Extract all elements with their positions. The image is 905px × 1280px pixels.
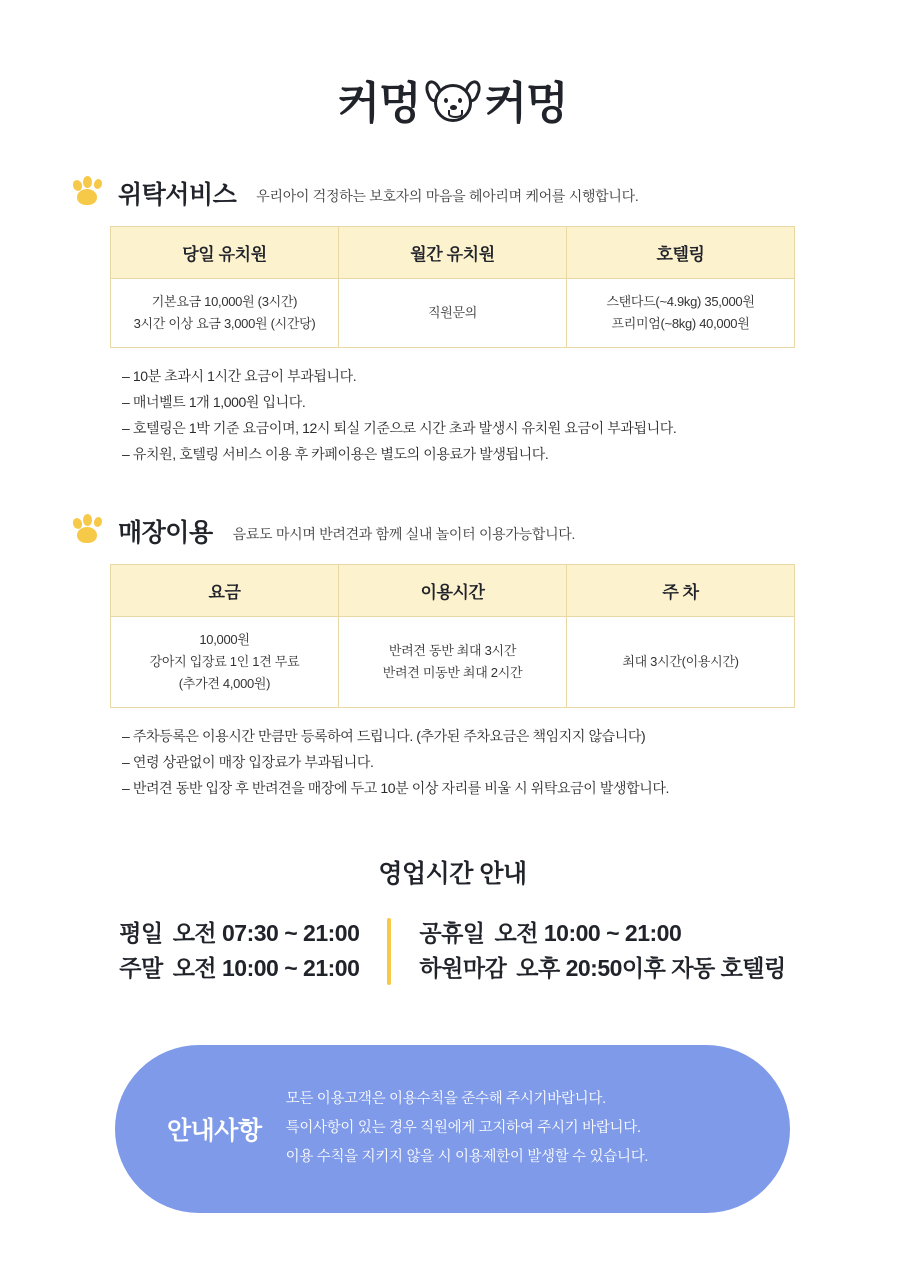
hours-value-weekend: 오전 10:00 ~ 21:00: [172, 955, 360, 982]
list-item: – 10분 초과시 1시간 요금이 부과됩니다.: [122, 368, 357, 385]
list-item: – 매너벨트 1개 1,000원 입니다.: [122, 394, 306, 411]
boarding-cell-daily: [111, 279, 339, 348]
logo-text-left: 커멍: [337, 79, 421, 128]
section-boarding-subtitle: 우리아이 걱정하는 보호자의 마음을 헤아리며 케어를 시행합니다.: [256, 188, 639, 204]
hours-label-holiday: 공휴일: [419, 919, 485, 946]
hours-label-checkout: 하원마감: [419, 955, 507, 982]
store-fee-line-3: (추가견 4,000원): [178, 675, 271, 691]
notice-line-3: 이용 수칙을 지키지 않을 시 이용제한이 발생할 수 있습니다.: [285, 1149, 649, 1166]
store-price-table: [110, 564, 795, 708]
store-time-line-2: 반려견 미동반 최대 2시간: [382, 664, 523, 680]
logo-header: [0, 0, 905, 130]
paw-icon: [72, 176, 106, 206]
boarding-price-table: [110, 226, 795, 348]
section-store-heading: [72, 514, 795, 546]
section-store: [0, 514, 905, 802]
list-item: – 유치원, 호텔링 서비스 이용 후 카페이용은 별도의 이용료가 발생됩니다.: [122, 445, 549, 462]
store-parking-line-1: 최대 3시간(이용시간): [622, 653, 739, 669]
hours-divider: [387, 918, 391, 985]
section-store-title: 매장이용: [118, 518, 213, 547]
section-boarding-heading: [72, 176, 795, 208]
notice-title: 안내사항: [167, 1116, 262, 1145]
paw-icon: [72, 514, 106, 544]
hours-row-weekday: [119, 916, 359, 952]
notice-line-1: 모든 이용고객은 이용수칙을 준수해 주시기바랍니다.: [285, 1091, 606, 1108]
store-cell-time: [339, 616, 567, 707]
boarding-daily-line-1: 기본요금 10,000원 (3시간): [151, 294, 298, 309]
list-item: – 주차등록은 이용시간 만큼만 등록하여 드립니다. (추가된 주차요금은 책임지지 않습니다): [122, 728, 646, 745]
section-store-subtitle: 음료도 마시며 반려견과 함께 실내 놀이터 이용가능합니다.: [232, 525, 576, 542]
notice-bubble: [115, 1045, 790, 1213]
hours-row-checkout: [419, 951, 785, 987]
notice-lines: [286, 1085, 649, 1172]
table-row: [111, 616, 795, 707]
store-header-parking: 주 차: [567, 564, 795, 616]
table-row: [111, 279, 795, 348]
boarding-notes: [122, 364, 795, 468]
hours-value-weekday: 오전 07:30 ~ 21:00: [172, 919, 360, 946]
boarding-daily-line-2: 3시간 이상 요금 3,000원 (시간당): [133, 316, 316, 332]
store-cell-parking: [567, 616, 795, 707]
boarding-header-monthly: 월간 유치원: [339, 227, 567, 279]
boarding-hotel-line-2: 프리미엄(~8kg) 40,000원: [611, 316, 750, 332]
store-cell-fee: [111, 616, 339, 707]
boarding-hotel-line-1: 스탠다드(~4.9kg) 35,000원: [606, 294, 755, 309]
hours-label-weekday: 평일: [119, 919, 163, 946]
store-header-time: 이용시간: [339, 564, 567, 616]
store-notes: [122, 724, 795, 802]
hours-column-left: [101, 916, 377, 987]
boarding-header-hotel: 호텔링: [567, 227, 795, 279]
boarding-header-daily: 당일 유치원: [111, 227, 339, 279]
brand-logo: [337, 78, 567, 130]
list-item: – 반려견 동반 입장 후 반려견을 매장에 두고 10분 이상 자리를 비울 시 위탁요금이 발생합니다.: [122, 779, 669, 796]
store-fee-line-2: 강아지 입장료 1인 1견 무료: [149, 653, 300, 669]
hours-title: 영업시간 안내: [378, 859, 527, 888]
table-header-row: [111, 564, 795, 616]
boarding-cell-hotel: [567, 279, 795, 348]
list-item: – 호텔링은 1박 기준 요금이며, 12시 퇴실 기준으로 시간 초과 발생시 유치원 요금이 부과됩니다.: [122, 419, 677, 436]
section-boarding: [0, 176, 905, 468]
store-header-fee: 요금: [111, 564, 339, 616]
boarding-monthly-line-1: 직원문의: [427, 305, 478, 321]
hours-row-holiday: [419, 916, 785, 952]
store-fee-line-1: 10,000원: [199, 631, 250, 647]
dog-face-icon: [427, 78, 479, 130]
boarding-cell-monthly: [339, 279, 567, 348]
hours-label-weekend: 주말: [119, 955, 163, 982]
section-boarding-title: 위탁서비스: [118, 181, 237, 209]
table-header-row: [111, 227, 795, 279]
list-item: – 연령 상관없이 매장 입장료가 부과됩니다.: [122, 753, 374, 770]
hours-row-weekend: [119, 951, 359, 987]
hours-column-right: [401, 916, 803, 987]
logo-text-right: 커멍: [484, 79, 568, 128]
store-time-line-1: 반려견 동반 최대 3시간: [388, 642, 517, 658]
hours-value-checkout: 오후 20:50이후 자동 호텔링: [516, 955, 786, 982]
hours-block: [0, 916, 905, 987]
hours-value-holiday: 오전 10:00 ~ 21:00: [494, 919, 682, 946]
notice-line-2: 특이사항이 있는 경우 직원에게 고지하여 주시기 바랍니다.: [285, 1120, 641, 1137]
